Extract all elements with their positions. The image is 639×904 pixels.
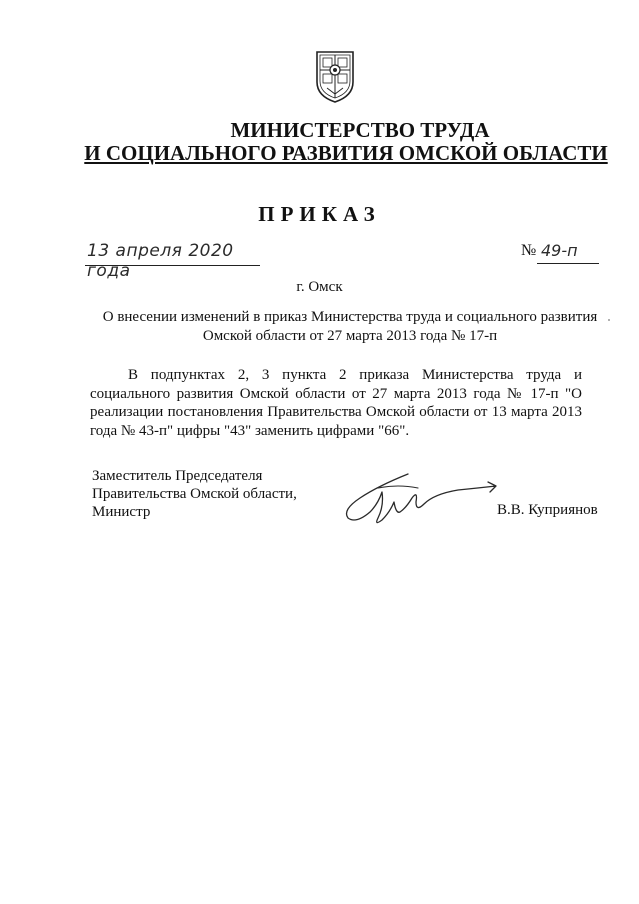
city-name: г. Омск [296, 279, 343, 295]
number-field [537, 241, 599, 264]
order-subject: О внесении изменений в приказ Министерства труда и социального развития Омской области от 27 марта 2013 года № 17-п [102, 309, 598, 344]
handwritten-date: 13 апреля 2020 года [87, 241, 234, 281]
ministry-name-line-1: МИНИСТЕРСТВО ТРУДА [230, 118, 490, 142]
signatory-position [92, 467, 297, 521]
document-type-title: ПРИКАЗ [258, 202, 381, 226]
scan-speck [608, 319, 610, 321]
order-body-paragraph: В подпунктах 2, 3 пункта 2 приказа Министерства труда и социального развития Омской области от 27 марта 2013 года № 17-п "О реализации постановления Правительства Омской области от 13 марта 2013 года № 43-п" цифры "43" заменить цифрами "66". [90, 367, 582, 439]
date-field [85, 241, 260, 281]
position-line-3: Министр [92, 504, 151, 520]
number-label: № [521, 242, 537, 259]
handwritten-signature [338, 468, 508, 530]
ministry-name-line-2: И СОЦИАЛЬНОГО РАЗВИТИЯ ОМСКОЙ ОБЛАСТИ [84, 141, 608, 165]
handwritten-number: 49-п [541, 241, 578, 260]
coat-of-arms-emblem [313, 48, 357, 104]
signatory-name: В.В. Куприянов [497, 502, 598, 518]
position-line-2: Правительства Омской области, [92, 486, 297, 502]
position-line-1: Заместитель Председателя [92, 468, 263, 484]
